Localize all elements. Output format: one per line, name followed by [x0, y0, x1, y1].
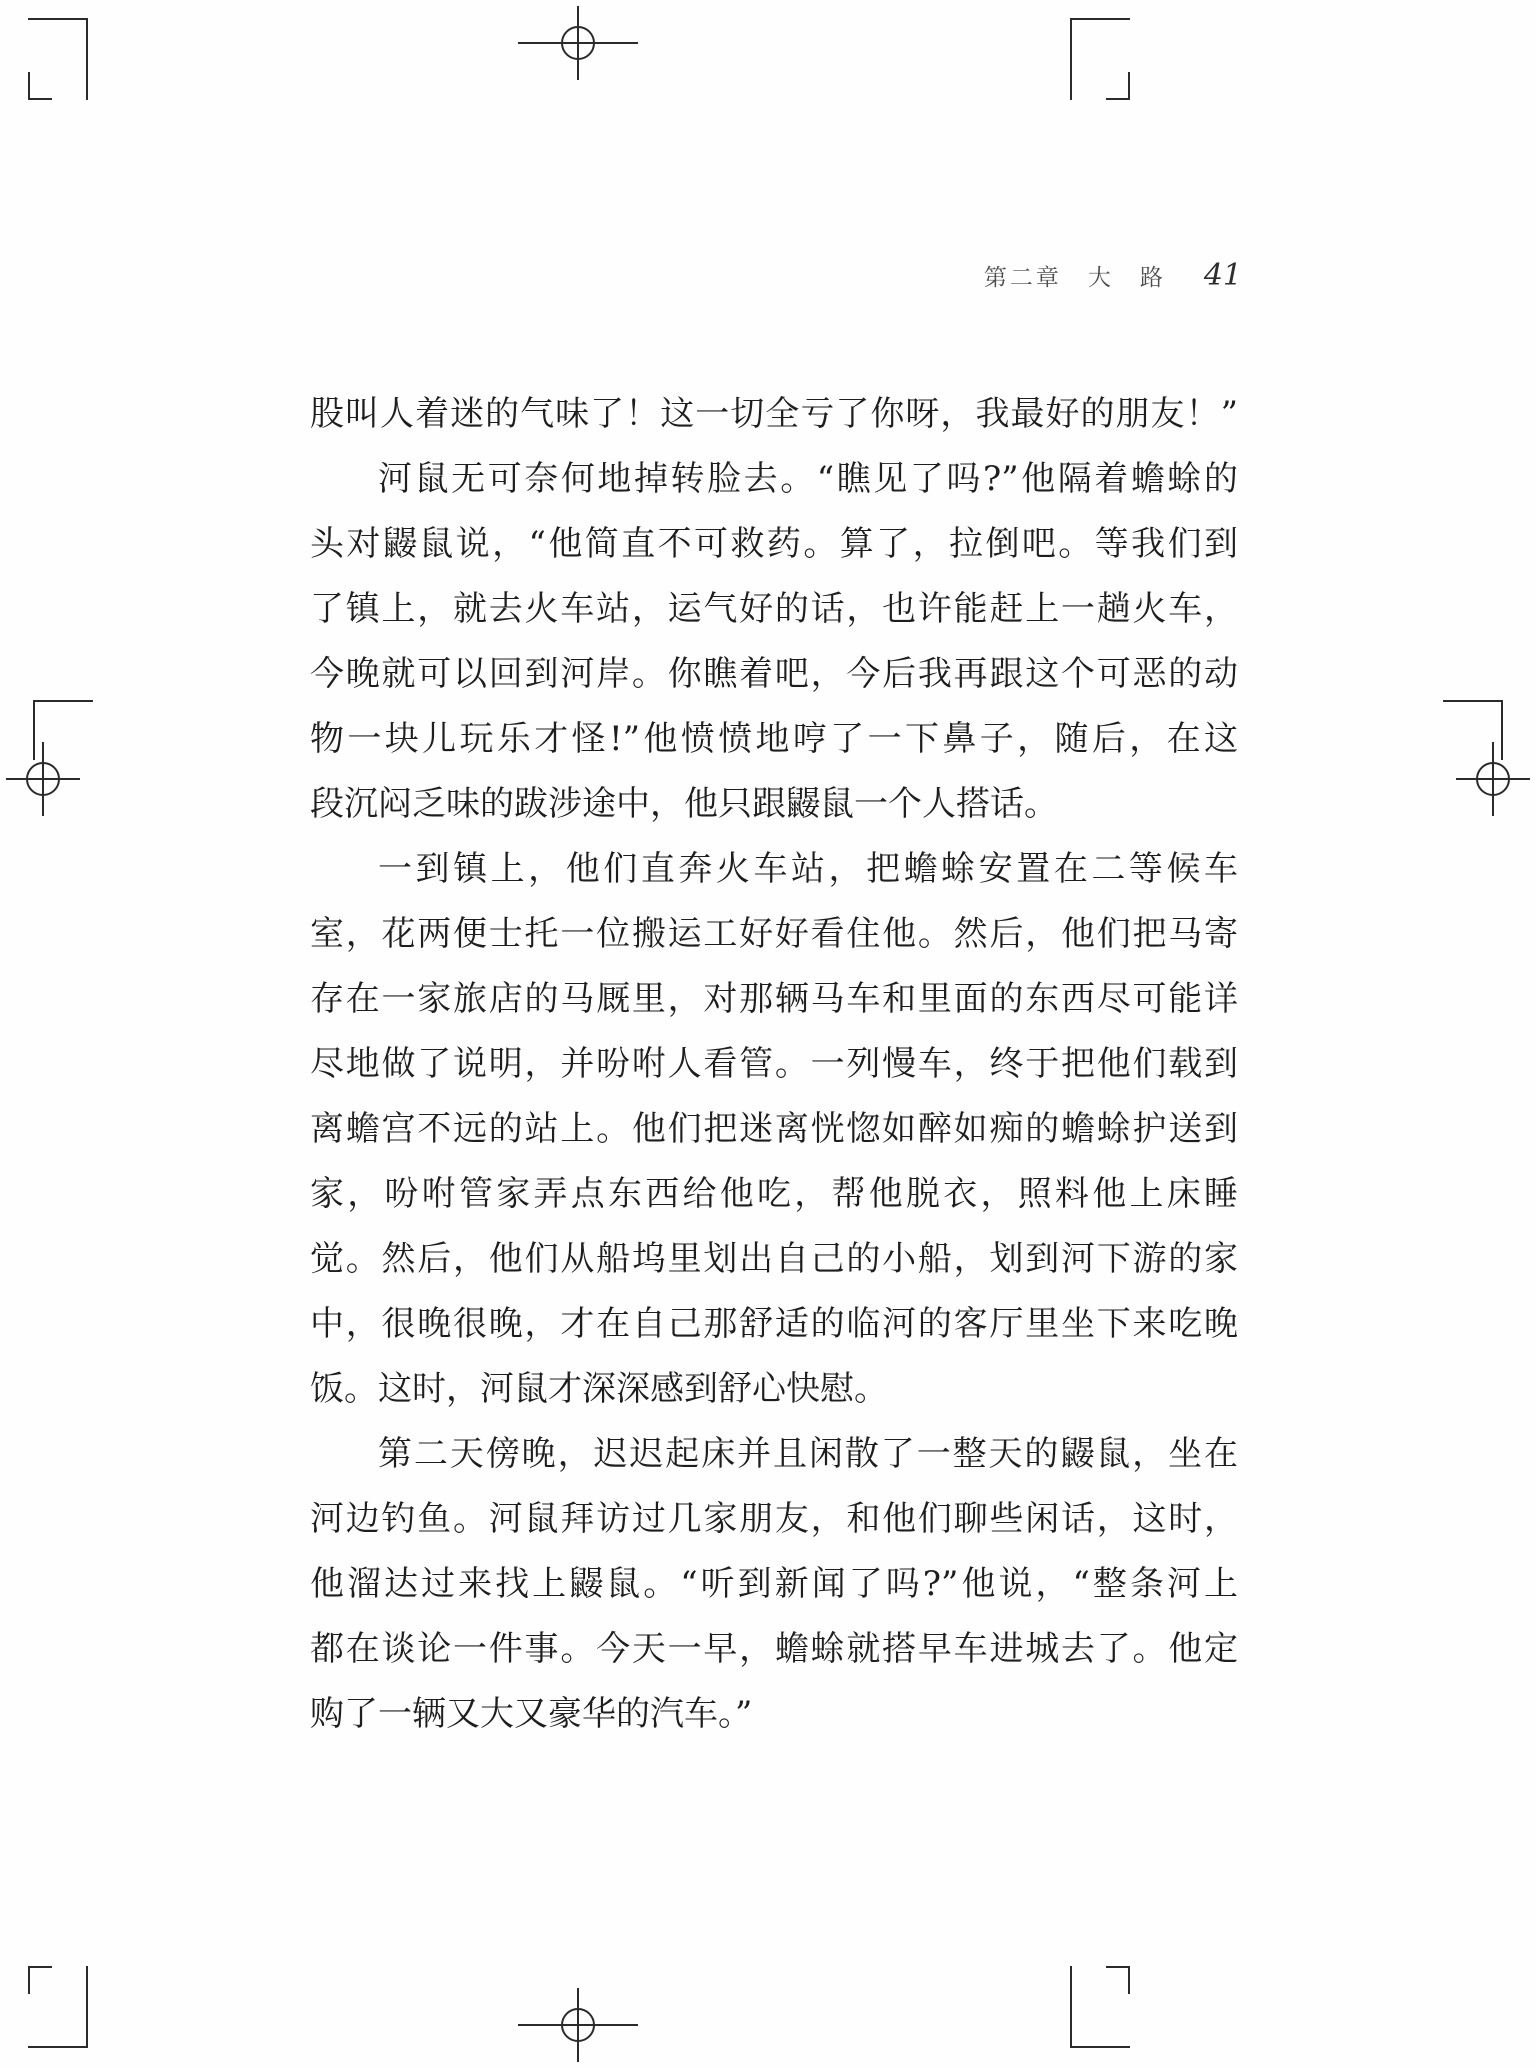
- crop-corner-mark-bottom-right-inner: [1106, 1966, 1130, 1994]
- text-line: 今晚就可以回到河岸。你瞧着吧，今后我再跟这个可恶的动: [310, 654, 1238, 694]
- text-line: 家，吩咐管家弄点东西给他吃，帮他脱衣，照料他上床睡: [310, 1174, 1238, 1214]
- page-number: 41: [1203, 258, 1242, 293]
- crop-corner-mark-top-right-inner: [1106, 72, 1130, 100]
- text-line: 中，很晚很晚，才在自己那舒适的临河的客厅里坐下来吃晚: [310, 1304, 1238, 1344]
- registration-target-icon-top: [518, 6, 638, 80]
- text-line: 物一块儿玩乐才怪!”他愤愤地哼了一下鼻子，随后，在这: [310, 719, 1238, 759]
- text-line: 觉。然后，他们从船坞里划出自己的小船，划到河下游的家: [310, 1239, 1238, 1279]
- text-line: 了镇上，就去火车站，运气好的话，也许能赶上一趟火车，: [310, 589, 1238, 629]
- text-line: 河鼠无可奈何地掉转脸去。“瞧见了吗?”他隔着蟾蜍的: [378, 459, 1238, 499]
- registration-target-icon-left: [6, 742, 80, 816]
- text-line: 河边钓鱼。河鼠拜访过几家朋友，和他们聊些闲话，这时，: [310, 1499, 1238, 1539]
- page-header: [984, 258, 1242, 293]
- text-line: 饭。这时，河鼠才深深感到舒心快慰。: [310, 1369, 888, 1409]
- running-head: 第二章 大 路: [983, 265, 1166, 291]
- body-text: [310, 382, 1238, 1747]
- text-line: 存在一家旅店的马厩里，对那辆马车和里面的东西尽可能详: [310, 979, 1238, 1019]
- text-line: 离蟾宫不远的站上。他们把迷离恍惚如醉如痴的蟾蜍护送到: [310, 1109, 1238, 1149]
- text-line: 段沉闷乏味的跋涉途中，他只跟鼹鼠一个人搭话。: [310, 784, 1058, 824]
- crop-corner-mark-top-left-inner: [28, 72, 52, 100]
- text-line: 都在谈论一件事。今天一早，蟾蜍就搭早车进城去了。他定: [310, 1629, 1238, 1669]
- registration-target-icon-bottom: [518, 1988, 638, 2062]
- text-line: 第二天傍晚，迟迟起床并且闲散了一整天的鼹鼠，坐在: [378, 1434, 1238, 1474]
- text-line: 室，花两便士托一位搬运工好好看住他。然后，他们把马寄: [310, 914, 1238, 954]
- text-line: 尽地做了说明，并吩咐人看管。一列慢车，终于把他们载到: [310, 1044, 1238, 1084]
- text-line: 他溜达过来找上鼹鼠。“听到新闻了吗?”他说，“整条河上: [310, 1564, 1238, 1604]
- text-line: 股叫人着迷的气味了！这一切全亏了你呀，我最好的朋友！”: [310, 394, 1238, 434]
- text-line: 头对鼹鼠说，“他简直不可救药。算了，拉倒吧。等我们到: [310, 524, 1238, 564]
- text-line: 购了一辆又大又豪华的汽车。”: [310, 1694, 753, 1734]
- registration-target-icon-right: [1456, 742, 1530, 816]
- text-line: 一到镇上，他们直奔火车站，把蟾蜍安置在二等候车: [378, 849, 1238, 889]
- crop-corner-mark-bottom-left-inner: [28, 1966, 52, 1994]
